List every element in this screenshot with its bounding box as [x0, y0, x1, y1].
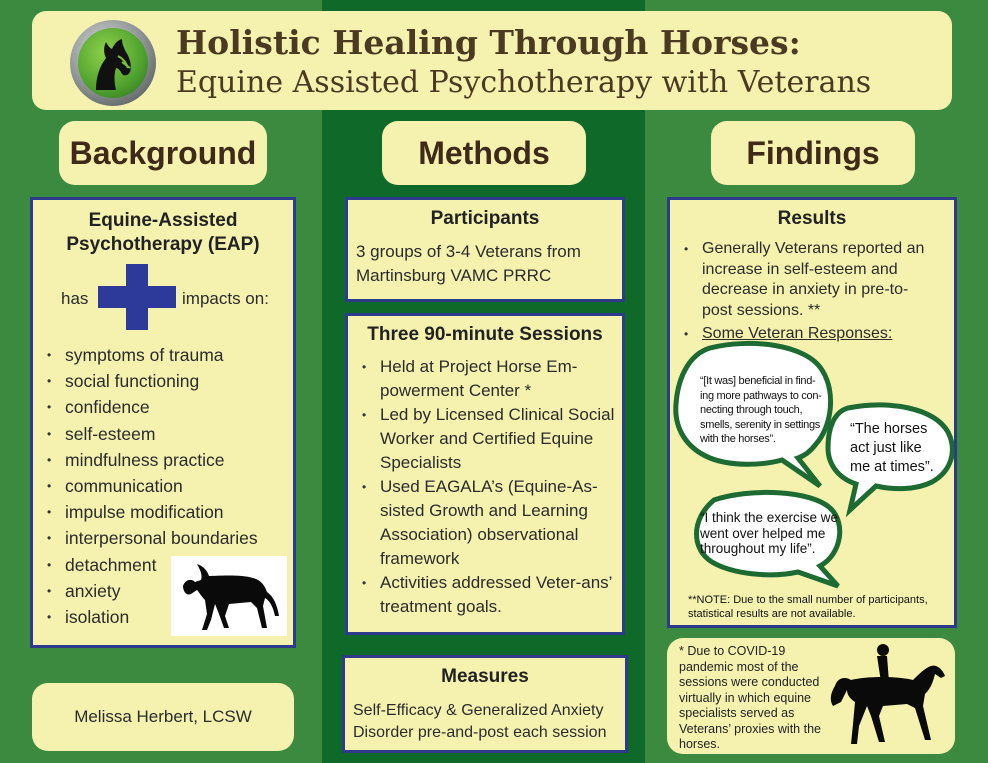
results-box: [667, 197, 957, 628]
list-item: • Generally Veterans reported an increase in self-esteem and decrease in anxiety in pre-to-post sessions. **: [678, 239, 928, 321]
sessions-title: Three 90-minute Sessions: [367, 324, 603, 345]
sessions-box: [345, 313, 625, 635]
background-box: [30, 197, 296, 648]
measures-text: Self-Efficacy & Generalized Anxiety Disorder pre-and-post each session: [353, 702, 607, 741]
horse-rider-icon: [827, 642, 951, 750]
list-item: • self-esteem: [41, 421, 293, 447]
poster-title: Holistic Healing Through Horses:: [176, 23, 801, 62]
findings-heading: Findings: [711, 121, 915, 185]
quote-3: “I think the exercise we went over helped me throughout my life”.: [700, 510, 839, 556]
measures-title: Measures: [441, 666, 529, 687]
walking-horse-icon: [171, 556, 287, 636]
list-item: • isolation: [41, 604, 293, 630]
participants-text: 3 groups of 3-4 Veterans from Martinsburg VAMC PRRC: [356, 242, 581, 285]
results-list: [678, 239, 928, 345]
list-item: • Used EAGALA’s (Equine-As-sisted Growth and Learning Association) observational framework: [356, 475, 618, 571]
list-item: • mindfulness practice: [41, 447, 293, 473]
list-item: • detachment: [41, 552, 293, 578]
list-item: • interpersonal boundaries: [41, 525, 293, 551]
author-name: Melissa Herbert, LCSW: [74, 707, 252, 726]
impacts-label: impacts on:: [182, 289, 269, 308]
list-item: • Activities addressed Veter-ans’ treatment goals.: [356, 571, 618, 619]
list-item: • anxiety: [41, 578, 293, 604]
quote-1: “[It was] beneficial in find-ing more pathways to con-necting through touch, smells, serenity in settings with the horses”.: [700, 375, 822, 445]
list-item: • confidence: [41, 394, 293, 420]
statistical-note: **NOTE: Due to the small number of participants, statistical results are not available.: [688, 594, 928, 620]
list-item: • symptoms of trauma: [41, 342, 293, 368]
methods-heading: Methods: [382, 121, 586, 185]
plus-icon: [98, 264, 176, 330]
list-item: • Some Veteran Responses:: [678, 324, 928, 345]
list-item: • Led by Licensed Clinical Social Worker and Certified Equine Specialists: [356, 403, 618, 475]
list-item: • communication: [41, 473, 293, 499]
covid-note: * Due to COVID-19 pandemic most of the sessions were conducted virtually in which equine specialists served as Veterans’ proxies with the horses.: [679, 644, 821, 751]
participants-box: [345, 197, 625, 302]
list-item: • impulse modification: [41, 499, 293, 525]
eap-title: Equine-Assisted Psychotherapy (EAP): [66, 210, 260, 255]
poster-subtitle: Equine Assisted Psychotherapy with Veterans: [176, 65, 872, 100]
quote-2: “The horses act just like me at times”.: [850, 421, 934, 475]
has-label: has: [61, 289, 89, 308]
results-title: Results: [777, 208, 847, 229]
covid-note-box: [667, 638, 955, 754]
list-item: • social functioning: [41, 368, 293, 394]
measures-box: [342, 655, 628, 753]
background-heading: Background: [59, 121, 267, 185]
participants-title: Participants: [430, 208, 540, 229]
author-box: [32, 683, 294, 751]
horse-logo-icon: [70, 20, 156, 106]
sessions-list: [356, 355, 618, 619]
list-item: • Held at Project Horse Em-powerment Center *: [356, 355, 618, 403]
